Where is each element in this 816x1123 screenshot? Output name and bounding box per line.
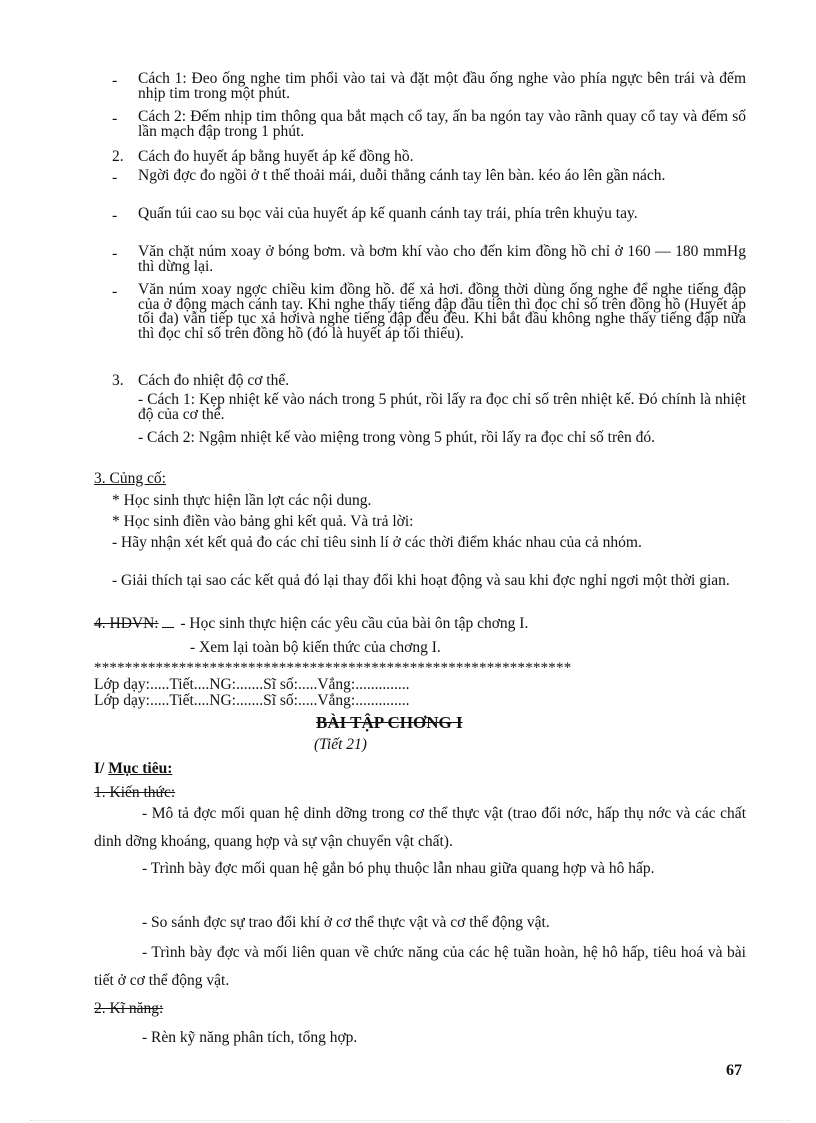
list-marker: -: [112, 169, 118, 186]
cung-co-line: * Học sinh thực hiện lần lợt các nội dung.: [112, 492, 372, 509]
objectives-title: Mục tiêu:: [108, 760, 173, 777]
list-marker: -: [112, 72, 118, 89]
star-separator: **************************************************************: [94, 660, 572, 676]
list-item: [112, 245, 746, 274]
page-number: 67: [726, 1062, 742, 1079]
list-marker: -: [112, 245, 118, 262]
list-item: [112, 110, 746, 139]
list-text: Văn núm xoay ngợc chiều kim đồng hồ. để xả hơi. đồng thời dùng ống nghe để nghe tiếng đập của ở động mạch cánh tay. Khi nghe thấy tiếng đập đầu tiên thì đọc chỉ số trên đồng hồ (Huyết áp tối đa) vẫn tiếp tục xả hơivà nghe tiếng đập đều đều. Khi bắt đầu không nghe thấy tiếng đập nữa thì đọc chỉ số trên đồng hồ (đó là huyết áp tối thiểu).: [138, 281, 746, 342]
list-text: Quấn túi cao su bọc vải của huyết áp kế quanh cánh tay trái, phía trên khuỷu tay.: [138, 205, 638, 222]
temp-method-2: - Cách 2: Ngậm nhiệt kế vào miệng trong vòng 5 phút, rồi lấy ra đọc chỉ số trên đó.: [138, 429, 655, 446]
list-item: [112, 283, 746, 341]
list-item: [112, 148, 746, 166]
objectives-prefix: I/: [94, 760, 105, 777]
knowledge-item: - Mô tả đợc mối quan hệ dinh dỡng trong cơ thể thực vật (trao đổi nớc, hấp thụ nớc và các chất dinh dỡng khoáng, quang hợp và sự vận chuyển vật chất).: [94, 805, 746, 850]
knowledge-heading: 1. Kiến thức:: [94, 784, 176, 801]
list-marker: -: [112, 283, 118, 300]
list-marker: 3.: [112, 372, 124, 389]
class-info-row: Lớp dạy:.....Tiết....NG:.......Sĩ số:.....Vắng:..............: [94, 676, 410, 693]
cung-co-line: - Giải thích tại sao các kết quả đó lại thay đổi khi hoạt động và sau khi đợc nghỉ ngơi một thời gian.: [112, 572, 730, 589]
objectives-heading: [94, 760, 172, 778]
list-item: [112, 169, 746, 184]
temp-method-1: - Cách 1: Kẹp nhiệt kế vào nách trong 5 phút, rồi lấy ra đọc chỉ số trên nhiệt kế. Đó chính là nhiệt độ của cơ thể.: [138, 391, 746, 423]
skills-heading: 2. Kĩ năng:: [94, 1000, 164, 1017]
footer-divider: [30, 1120, 790, 1121]
hdvn-line-1: - Học sinh thực hiện các yêu cầu của bài ôn tập chơng I.: [180, 615, 529, 632]
list-marker: 2.: [112, 148, 124, 165]
class-info-row: Lớp dạy:.....Tiết....NG:.......Sĩ số:.....Vắng:..............: [94, 692, 410, 709]
hdvn-line-2: - Xem lại toàn bộ kiến thức của chơng I.: [190, 639, 441, 656]
knowledge-item: - So sánh đợc sự trao đổi khí ở cơ thể thực vật và cơ thể động vật.: [142, 914, 550, 931]
list-text: Cách đo huyết áp bằng huyết áp kế đồng hồ.: [138, 148, 414, 165]
lesson-subtitle: (Tiết 21): [314, 736, 367, 753]
list-text: Cách 1: Đeo ống nghe tim phổi vào tai và đặt một đầu ống nghe vào phía ngực bên trái và đếm nhịp tim trong một phút.: [138, 70, 746, 102]
list-item: [112, 372, 746, 390]
list-text: Ngời đợc đo ngồi ở t thế thoải mái, duỗi thẳng cánh tay lên bàn. kéo áo lên gần nách.: [138, 167, 666, 184]
list-text: Văn chặt núm xoay ở bóng bơm. và bơm khí vào cho đến kim đồng hồ chỉ ở 160 — 180 mmHg thì dừng lại.: [138, 243, 746, 275]
list-item: [112, 207, 746, 222]
list-marker: -: [112, 110, 118, 127]
cung-co-line: - Hãy nhận xét kết quả đo các chỉ tiêu sinh lí ở các thời điểm khác nhau của cả nhóm.: [112, 534, 642, 551]
hdvn-row: [94, 615, 528, 633]
knowledge-item: - Trình bày đợc và mối liên quan về chức năng của các hệ tuần hoàn, hệ hô hấp, tiêu hoá và bài tiết ở cơ thể động vật.: [94, 944, 746, 989]
knowledge-item: - Trình bày đợc mối quan hệ gắn bó phụ thuộc lẫn nhau giữa quang hợp và hô hấp.: [142, 860, 655, 877]
cung-co-heading: 3. Củng cố:: [94, 470, 166, 487]
skills-item: - Rèn kỹ năng phân tích, tổng hợp.: [142, 1029, 358, 1046]
hdvn-rule: [162, 627, 174, 628]
list-marker: -: [112, 207, 118, 224]
hdvn-label: 4. HDVN:: [94, 615, 159, 632]
lesson-title: BÀI TẬP CHƠNG I: [316, 713, 463, 732]
list-text: Cách 2: Đếm nhịp tim thông qua bắt mạch cổ tay, ấn ba ngón tay vào rãnh quay cổ tay và đếm số lần mạch đập trong 1 phút.: [138, 108, 746, 140]
list-text: Cách đo nhiệt độ cơ thể.: [138, 372, 290, 389]
cung-co-line: * Học sinh điền vào bảng ghi kết quả. Và trả lời:: [112, 513, 414, 530]
list-item: [112, 72, 746, 101]
